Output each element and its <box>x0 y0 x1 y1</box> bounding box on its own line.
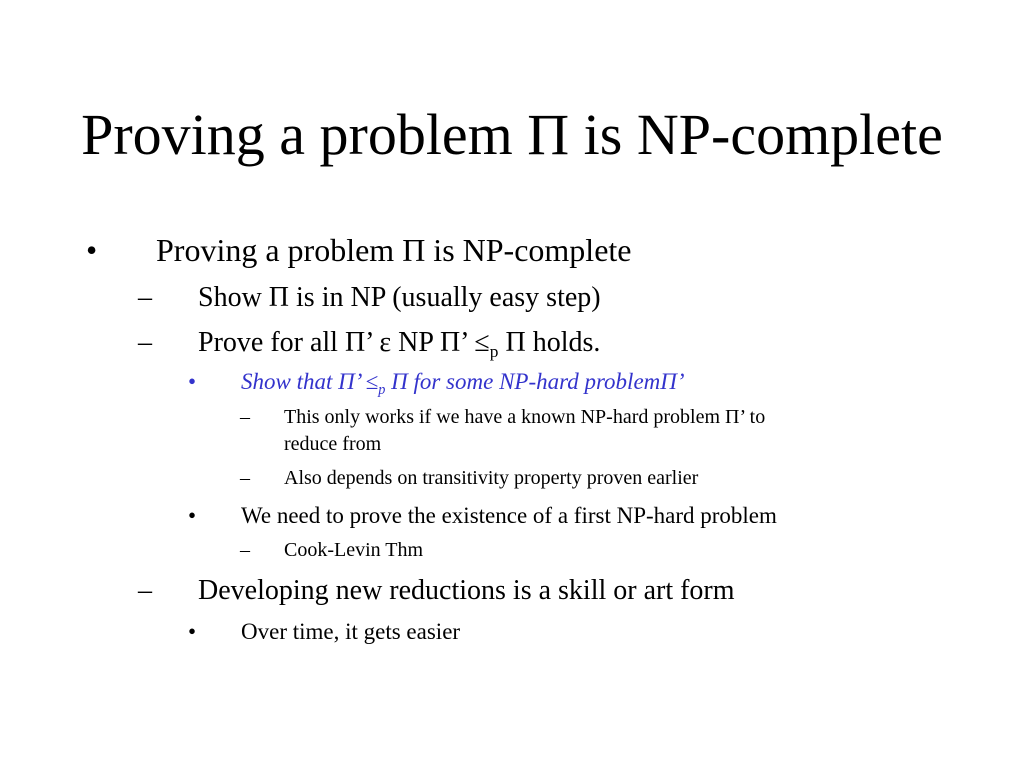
bullet-show-that-text-a: Show that Π’ ≤ <box>241 369 379 394</box>
bullet-prove-reduction <box>198 325 600 361</box>
bullet-marker: • <box>188 619 197 644</box>
dash-marker: – <box>240 539 250 561</box>
bullet-proving-np-complete: Proving a problem Π is NP-complete <box>156 232 632 268</box>
bullet-transitivity: Also depends on transitivity property proven earlier <box>284 467 699 489</box>
dash-marker: – <box>240 406 250 428</box>
bullet-marker: • <box>86 232 98 268</box>
bullet-show-that <box>241 367 685 397</box>
bullet-prove-reduction-text-b: Π holds. <box>498 327 601 358</box>
subscript-p: p <box>489 342 499 362</box>
bullet-first-np-hard: We need to prove the existence of a first NP-hard problem <box>241 503 777 528</box>
bullet-cook-levin: Cook-Levin Thm <box>284 539 424 561</box>
bullet-show-in-np: Show Π is in NP (usually easy step) <box>198 282 601 313</box>
dash-marker: – <box>138 282 152 313</box>
dash-marker: – <box>138 575 152 606</box>
dash-marker: – <box>138 327 152 358</box>
bullet-over-time: Over time, it gets easier <box>241 619 461 644</box>
bullet-show-that-text-b: Π for some NP-hard problemΠ’ <box>385 369 685 394</box>
bullet-only-works-line2: reduce from <box>284 433 382 455</box>
bullet-marker: • <box>188 503 197 528</box>
slide-title: Proving a problem Π is NP-complete <box>81 102 943 167</box>
dash-marker: – <box>240 467 250 489</box>
bullet-prove-reduction-text-a: Prove for all Π’ ε NP Π’ ≤ <box>198 327 490 358</box>
subscript-p: p <box>378 381 386 398</box>
bullet-new-reductions: Developing new reductions is a skill or art form <box>198 575 735 606</box>
bullet-marker: • <box>188 369 197 394</box>
bullet-only-works-line1: This only works if we have a known NP-hard problem Π’ to <box>284 406 766 428</box>
